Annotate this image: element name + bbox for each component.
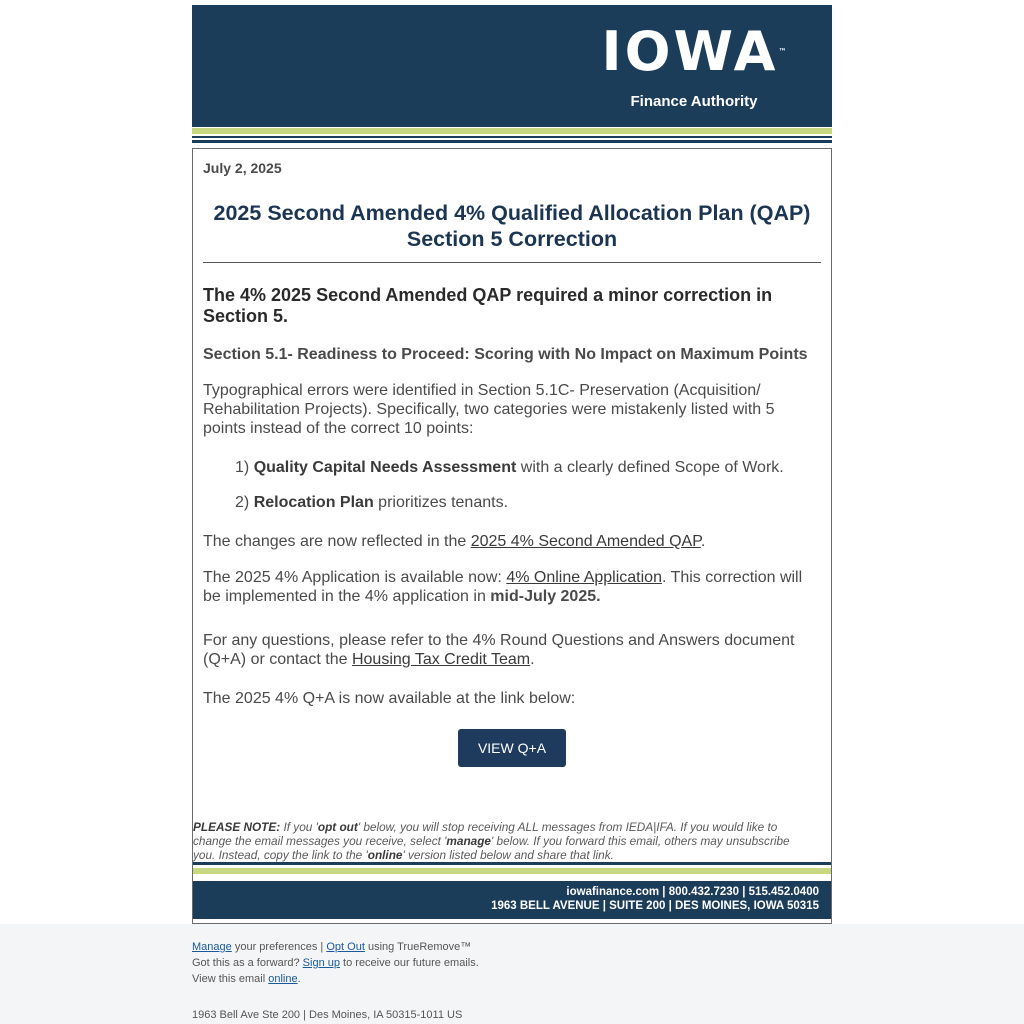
correction-list bbox=[203, 458, 821, 512]
list-item: 2) Relocation Plan prioritizes tenants. bbox=[235, 494, 509, 511]
view-online-line: View this email online. bbox=[192, 973, 301, 985]
footer-contact-bar bbox=[193, 881, 831, 919]
manage-line: Manage your preferences | Opt Out using TrueRemove™ bbox=[192, 941, 472, 953]
application-paragraph: The 2025 4% Application is available now: 4% Online Application. This correction will be implemented in the 4% application in mid-July 2025. bbox=[203, 569, 803, 605]
online-application-link[interactable]: 4% Online Application bbox=[506, 569, 662, 586]
header-navy-stripe-2 bbox=[192, 140, 832, 143]
please-note: PLEASE NOTE: If you 'opt out' below, you will stop receiving ALL messages from IEDA|IFA. If you would like to change the email messages you receive, select 'manage' below. If you forward this email, others may unsubscribe you. Instead, copy the link to the 'online' version listed below and share that link. bbox=[193, 820, 790, 862]
title-line-2: Section 5 Correction bbox=[406, 227, 618, 251]
header-lime-stripe bbox=[192, 128, 832, 134]
header-navy-stripe bbox=[192, 136, 832, 138]
lead-statement: The 4% 2025 Second Amended QAP required a minor correction in Section 5. bbox=[203, 285, 773, 326]
postal-address: 1963 Bell Ave Ste 200 | Des Moines, IA 50315-1011 US bbox=[192, 1009, 463, 1021]
subscription-footer bbox=[0, 924, 1024, 1024]
forward-line: Got this as a forward? Sign up to receive our future emails. bbox=[192, 957, 479, 969]
errors-paragraph: Typographical errors were identified in Section 5.1C- Preservation (Acquisition/ Rehabilitation Projects). Specifically, two categories were mistakenly listed with 5 points instead of the correct 10 points: bbox=[203, 382, 775, 437]
qa-availability-paragraph: The 2025 4% Q+A is now available at the link below: bbox=[203, 690, 576, 707]
email-content bbox=[192, 148, 832, 924]
view-qa-button[interactable]: VIEW Q+A bbox=[458, 729, 566, 767]
manage-link[interactable]: Manage bbox=[192, 941, 232, 953]
qap-link[interactable]: 2025 4% Second Amended QAP bbox=[470, 533, 701, 550]
opt-out-link[interactable]: Opt Out bbox=[326, 941, 365, 953]
email-title bbox=[203, 200, 821, 263]
email-date: July 2, 2025 bbox=[203, 160, 282, 176]
housing-tax-credit-team-link[interactable]: Housing Tax Credit Team bbox=[351, 651, 531, 668]
footer-stripes bbox=[193, 862, 831, 874]
changes-paragraph: The changes are now reflected in the 2025 4% Second Amended QAP. bbox=[203, 533, 706, 550]
sign-up-link[interactable]: Sign up bbox=[302, 957, 340, 969]
footer-address-line: 1963 BELL AVENUE | SUITE 200 | DES MOINES, IOWA 50315 bbox=[491, 900, 819, 912]
view-online-link[interactable]: online bbox=[268, 973, 298, 985]
logo-subtitle: Finance Authority bbox=[630, 93, 758, 110]
list-item: 1) Quality Capital Needs Assessment with a clearly defined Scope of Work. bbox=[235, 459, 784, 476]
header-banner bbox=[192, 5, 832, 127]
questions-paragraph: For any questions, please refer to the 4% Round Questions and Answers document (Q+A) or contact the Housing Tax Credit Team. bbox=[203, 632, 795, 668]
logo-wordmark: IOWA™ bbox=[601, 20, 787, 83]
button-wrapper bbox=[203, 729, 821, 767]
footer-contact-line: iowafinance.com | 800.432.7230 | 515.452.0400 bbox=[566, 886, 819, 898]
title-line-1: 2025 Second Amended 4% Qualified Allocation Plan (QAP) bbox=[213, 201, 811, 225]
section-subheading: Section 5.1- Readiness to Proceed: Scoring with No Impact on Maximum Points bbox=[203, 346, 808, 363]
iowa-finance-logo[interactable] bbox=[594, 20, 794, 110]
